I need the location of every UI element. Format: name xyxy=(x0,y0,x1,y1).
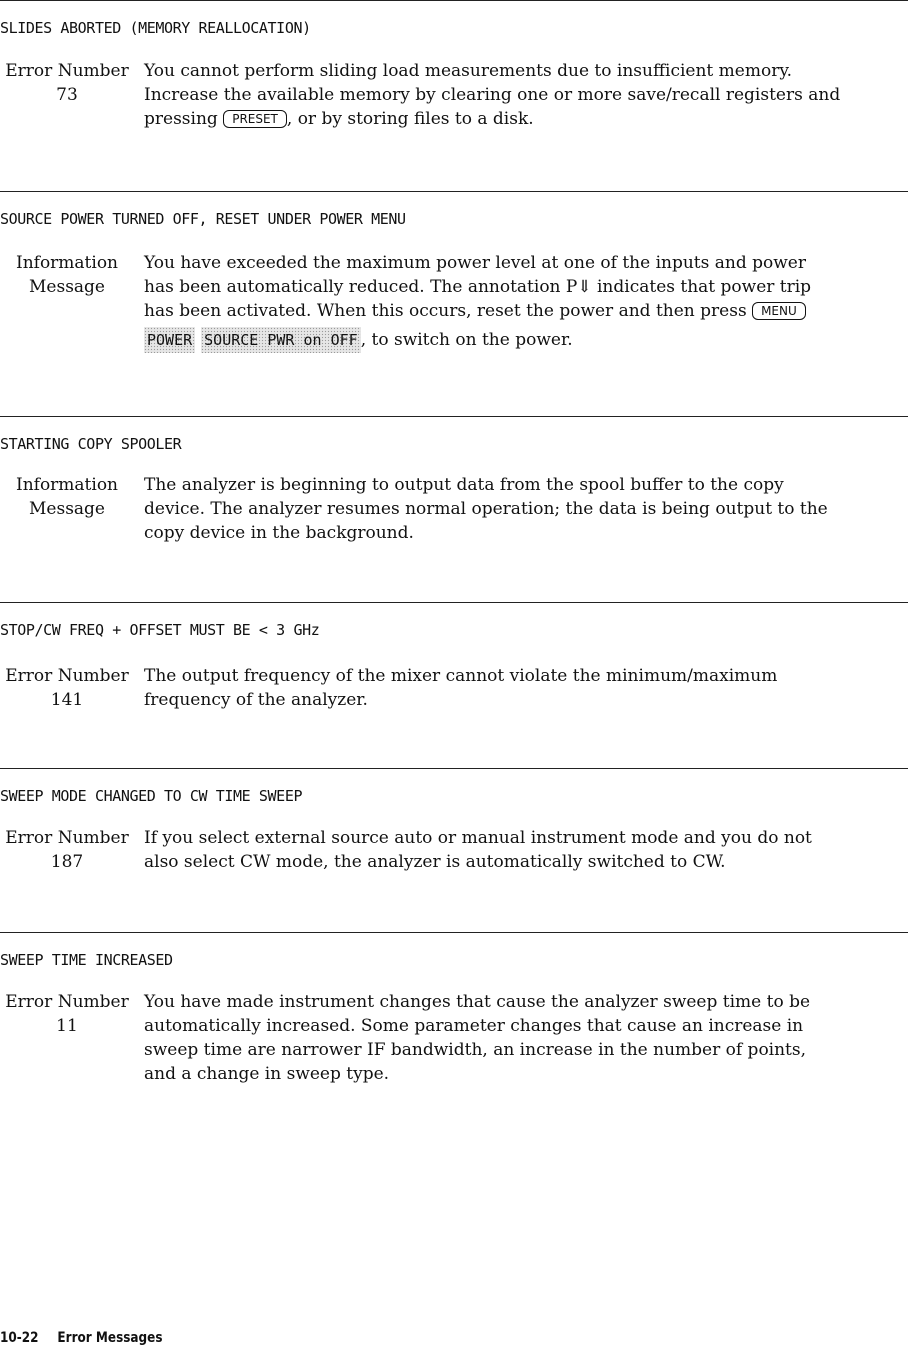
body-line: The output frequency of the mixer cannot violate the minimum/maximum xyxy=(144,666,778,686)
body-line: sweep time are narrower IF bandwidth, an increase in the number of points, xyxy=(144,1040,807,1060)
entry-heading: SWEEP TIME INCREASED xyxy=(0,951,173,969)
entry-body xyxy=(144,473,904,545)
label-type: Error Number xyxy=(5,61,129,81)
body-line xyxy=(144,327,904,353)
entry-heading: STARTING COPY SPOOLER xyxy=(0,435,182,453)
body-text: has been activated. When this occurs, reset the power and then press xyxy=(144,301,753,321)
entry-body xyxy=(144,251,904,353)
label-type: Error Number xyxy=(5,666,129,686)
entry-stop-cw-freq xyxy=(0,602,908,769)
body-text: pressing xyxy=(144,109,224,129)
entry-heading: SWEEP MODE CHANGED TO CW TIME SWEEP xyxy=(0,787,303,805)
body-line: You have exceeded the maximum power level at one of the inputs and power xyxy=(144,253,806,273)
body-line: and a change in sweep type. xyxy=(144,1064,390,1084)
entry-sweep-time-increased xyxy=(0,932,908,1173)
body-line: also select CW mode, the analyzer is automatically switched to CW. xyxy=(144,852,726,872)
body-text: , to switch on the power. xyxy=(360,330,573,350)
entry-label xyxy=(0,59,134,107)
body-line: The analyzer is beginning to output data from the spool buffer to the copy xyxy=(144,475,784,495)
entry-heading: SLIDES ABORTED (MEMORY REALLOCATION) xyxy=(0,19,311,37)
entry-heading: STOP/CW FREQ + OFFSET MUST BE < 3 GHz xyxy=(0,621,320,639)
label-type: Error Number xyxy=(5,828,129,848)
body-line xyxy=(144,107,904,131)
menu-key: MENU xyxy=(752,302,806,320)
entry-body xyxy=(144,826,904,874)
body-line: copy device in the background. xyxy=(144,523,414,543)
softkey-power: POWER xyxy=(144,327,195,353)
entry-label xyxy=(0,990,134,1038)
entry-sweep-mode-changed xyxy=(0,768,908,933)
body-line: frequency of the analyzer. xyxy=(144,690,368,710)
label-code: 73 xyxy=(56,85,78,105)
entry-body xyxy=(144,664,904,712)
body-line: If you select external source auto or manual instrument mode and you do not xyxy=(144,828,812,848)
label-code: 187 xyxy=(50,852,84,872)
entry-body xyxy=(144,990,904,1086)
page-number: 10-22 xyxy=(0,1330,39,1346)
label-code: Message xyxy=(29,499,105,519)
label-code: 141 xyxy=(50,690,84,710)
entry-body xyxy=(144,59,904,131)
body-line xyxy=(144,299,904,323)
page-footer xyxy=(0,1330,181,1346)
entry-label xyxy=(0,473,134,521)
label-code: Message xyxy=(29,277,105,297)
preset-key: PRESET xyxy=(223,110,287,128)
body-line: has been automatically reduced. The annotation P⇓ indicates that power trip xyxy=(144,277,812,297)
label-type: Information xyxy=(15,253,119,273)
section-title: Error Messages xyxy=(57,1330,163,1346)
entry-label xyxy=(0,664,134,712)
entry-starting-copy-spooler xyxy=(0,416,908,603)
entry-label xyxy=(0,251,134,299)
label-code: 11 xyxy=(56,1016,78,1036)
entry-label xyxy=(0,826,134,874)
softkey-source-pwr: SOURCE PWR on OFF xyxy=(201,327,361,353)
body-line: automatically increased. Some parameter changes that cause an increase in xyxy=(144,1016,804,1036)
body-line: Increase the available memory by clearing one or more save/recall registers and xyxy=(144,85,841,105)
body-line: device. The analyzer resumes normal operation; the data is being output to the xyxy=(144,499,828,519)
entry-source-power-off xyxy=(0,191,908,417)
label-type: Error Number xyxy=(5,992,129,1012)
body-line: You have made instrument changes that cause the analyzer sweep time to be xyxy=(144,992,811,1012)
body-line: You cannot perform sliding load measurements due to insufficient memory. xyxy=(144,61,793,81)
label-type: Information xyxy=(15,475,119,495)
body-text: , or by storing files to a disk. xyxy=(286,109,534,129)
entry-heading: SOURCE POWER TURNED OFF, RESET UNDER POWER MENU xyxy=(0,210,406,228)
entry-slides-aborted xyxy=(0,0,908,192)
